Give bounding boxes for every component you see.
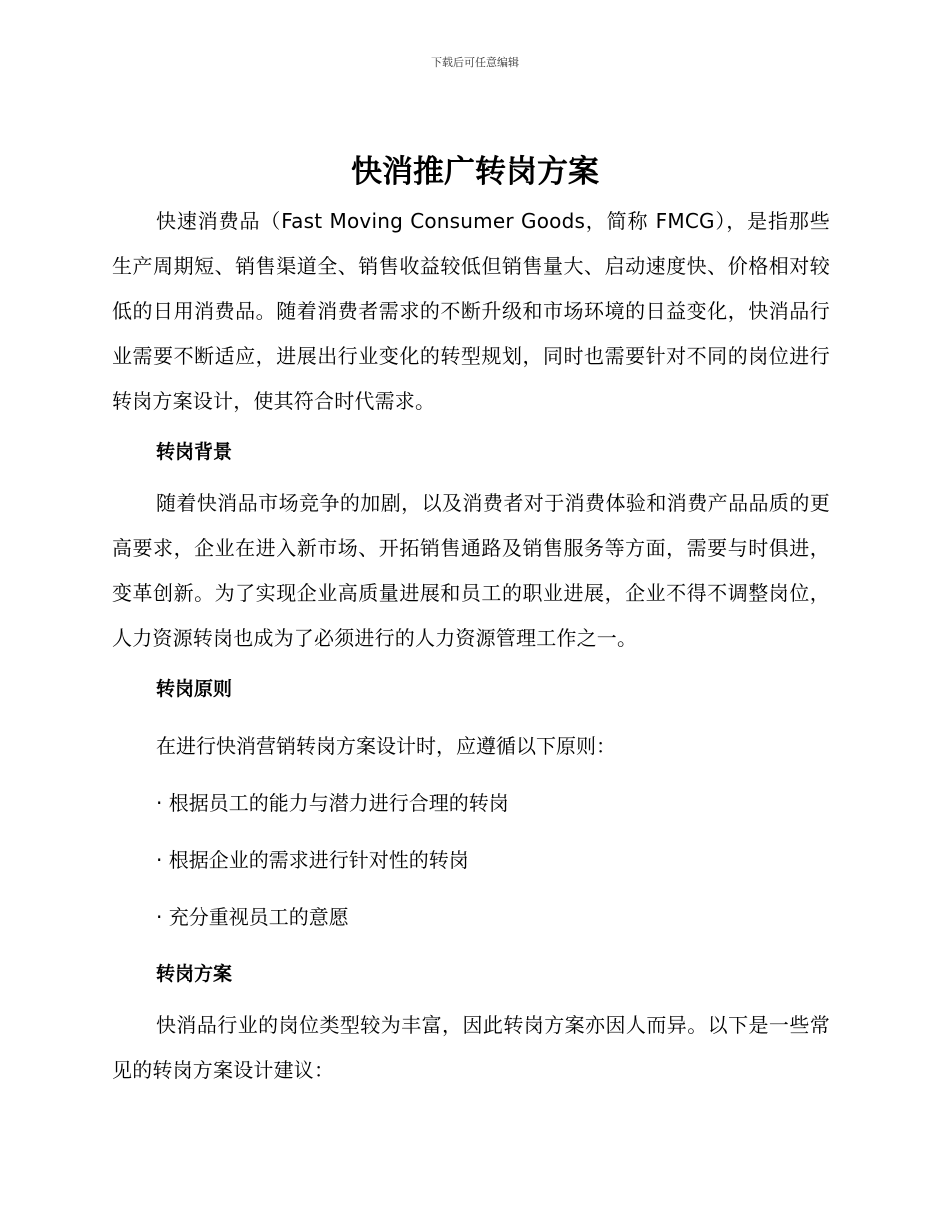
principles-lead: 在进行快消营销转岗方案设计时，应遵循以下原则： xyxy=(156,734,616,758)
section-heading-plan: 转岗方案 xyxy=(156,963,233,985)
background-paragraph: 随着快消品市场竞争的加剧，以及消费者对于消费体验和消费产品品质的更高要求，企业在进入新市场、开拓销售通路及销售服务等方面，需要与时俱进，变革创新。为了实现企业高质量进展和员工的职业进展，企业不得不调整岗位，人力资源转岗也成为了必须进行的人力资源管理工作之一。 xyxy=(112,491,830,650)
principle-item: · 根据企业的需求进行针对性的转岗 xyxy=(156,848,469,872)
section-heading-principles: 转岗原则 xyxy=(156,678,233,700)
plan-paragraph: 快消品行业的岗位类型较为丰富，因此转岗方案亦因人而异。以下是一些常见的转岗方案设计建议： xyxy=(112,1013,830,1082)
document-title: 快消推广转岗方案 xyxy=(351,154,599,190)
principle-item: · 根据员工的能力与潜力进行合理的转岗 xyxy=(156,791,509,815)
intro-paragraph: 快速消费品（Fast Moving Consumer Goods，简称 FMCG），是指那些生产周期短、销售渠道全、销售收益较低但销售量大、启动速度快、价格相对较低的日用消费品。随着消费者需求的不断升级和市场环境的日益变化，快消品行业需要不断适应，进展出行业变化的转型规划，同时也需要针对不同的岗位进行转岗方案设计，使其符合时代需求。 xyxy=(112,209,830,413)
section-heading-background: 转岗背景 xyxy=(156,441,233,463)
principle-item: · 充分重视员工的意愿 xyxy=(156,905,349,929)
header-note: 下载后可任意编辑 xyxy=(431,56,519,69)
document-body xyxy=(112,199,830,1093)
